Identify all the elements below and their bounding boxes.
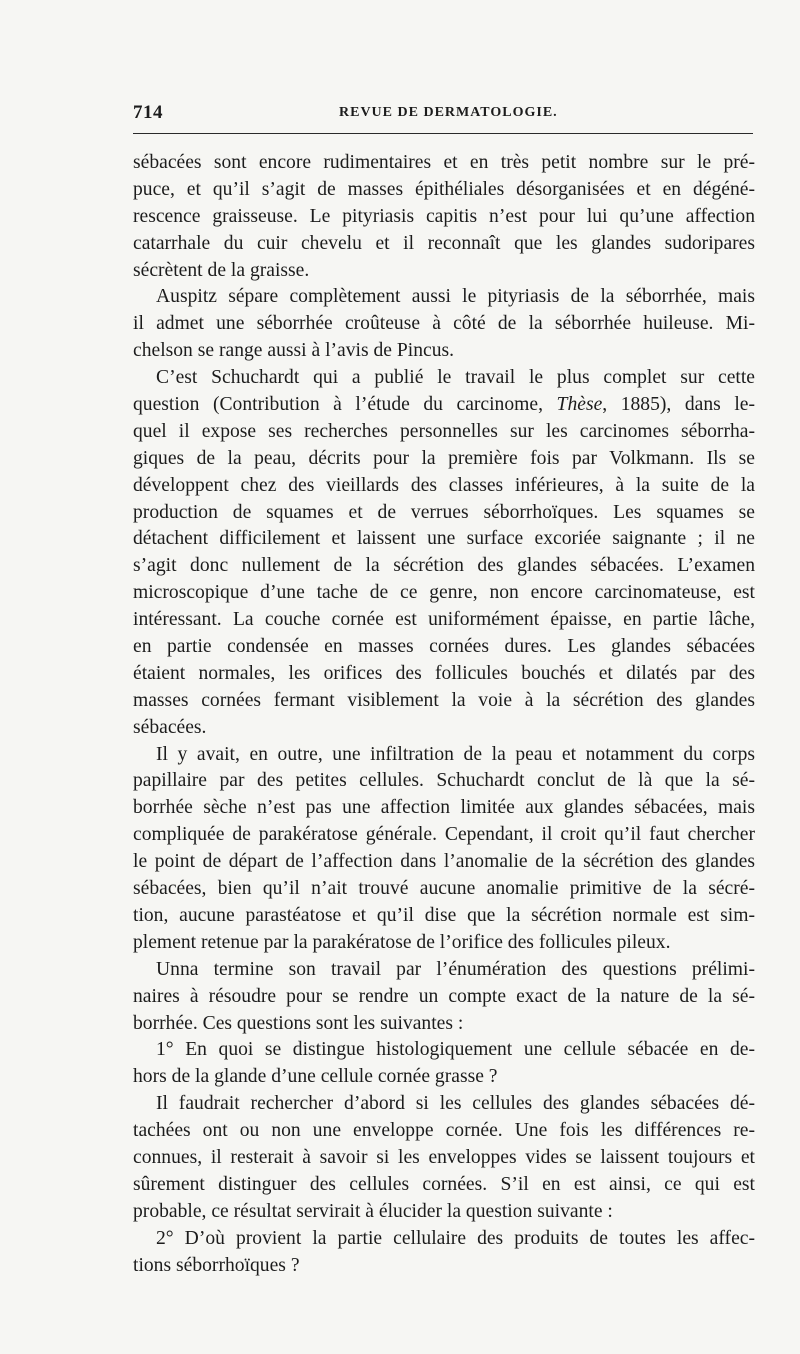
text-line: question (Contribution à l’étude du carcinome, Thèse, 1885), dans le- — [133, 394, 755, 416]
text-line: tion, aucune parastéatose et qu’il dise que la sécrétion normale est sim- — [133, 904, 755, 926]
text-line: Il y avait, en outre, une infiltration de la peau et notamment du corps — [156, 743, 755, 765]
text-line: sébacées. — [133, 716, 207, 738]
text-line: développent chez des vieillards des classes inférieures, à la suite de la — [133, 474, 755, 496]
text-line: plement retenue par la parakératose de l’orifice des follicules pileux. — [133, 931, 671, 953]
text-line: étaient normales, les orifices des follicules bouchés et dilatés par des — [133, 662, 755, 684]
text-line: sûrement distinguer des cellules cornées. S’il en est ainsi, ce qui est — [133, 1173, 755, 1195]
text-line: naires à résoudre pour se rendre un compte exact de la nature de la sé- — [133, 985, 755, 1007]
running-head — [133, 102, 753, 126]
text-line: compliquée de parakératose générale. Cependant, il croit qu’il faut chercher — [133, 824, 755, 846]
italic-these: Thèse — [556, 394, 603, 416]
text-line: chelson se range aussi à l’avis de Pincus. — [133, 340, 455, 362]
text-line: tions séborrhoïques ? — [133, 1254, 300, 1276]
page-number: 714 — [133, 102, 163, 123]
text-line: probable, ce résultat servirait à élucider la question suivante : — [133, 1200, 613, 1222]
text-line: borrhée sèche n’est pas une affection limitée aux glandes sébacées, mais — [133, 797, 755, 819]
text-line: catarrhale du cuir chevelu et il reconnaît que les glandes sudoripares — [133, 232, 755, 254]
text-line: sécrètent de la graisse. — [133, 259, 310, 281]
text-line: s’agit donc nullement de la sécrétion des glandes sébacées. L’examen — [133, 555, 755, 577]
text-line: papillaire par des petites cellules. Schuchardt conclut de là que la sé- — [133, 770, 755, 792]
text-line: détachent difficilement et laissent une surface excoriée saignante ; il ne — [133, 528, 755, 550]
body-text — [133, 150, 769, 1279]
text-line: Il faudrait rechercher d’abord si les cellules des glandes sébacées dé- — [156, 1093, 755, 1115]
text-line: connues, il resterait à savoir si les enveloppes vides se laissent toujours et — [133, 1146, 755, 1168]
text-line: hors de la glande d’une cellule cornée grasse ? — [133, 1066, 498, 1088]
text-line: Unna termine son travail par l’énumération des questions prélimi- — [156, 958, 755, 980]
text-line: production de squames et de verrues séborrhoïques. Les squames se — [133, 501, 755, 523]
text-line: borrhée. Ces questions sont les suivantes : — [133, 1012, 464, 1034]
text-line: tachées ont ou non une enveloppe cornée. Une fois les différences re- — [133, 1120, 755, 1142]
text-line: intéressant. La couche cornée est uniformément épaisse, en partie lâche, — [133, 609, 755, 631]
text-line: sébacées, bien qu’il n’ait trouvé aucune anomalie primitive de la sécré- — [133, 878, 755, 900]
text-line: microscopique d’une tache de ce genre, non encore carcinomateuse, est — [133, 582, 755, 604]
text-line: il admet une séborrhée croûteuse à côté de la séborrhée huileuse. Mi- — [133, 313, 755, 335]
text-line: quel il expose ses recherches personnelles sur les carcinomes séborrha- — [133, 420, 755, 442]
text-line: 1° En quoi se distingue histologiquement une cellule sébacée en de- — [156, 1039, 755, 1061]
text-line: puce, et qu’il s’agit de masses épithéliales désorganisées et en dégéné- — [133, 178, 755, 200]
header-rule — [133, 133, 753, 134]
text-line: 2° D’où provient la partie cellulaire des produits de toutes les affec- — [156, 1227, 755, 1249]
text-line: giques de la peau, décrits pour la première fois par Volkmann. Ils se — [133, 447, 755, 469]
journal-title: REVUE DE DERMATOLOGIE. — [339, 105, 558, 120]
text-line: rescence graisseuse. Le pityriasis capitis n’est pour lui qu’une affection — [133, 205, 755, 227]
text-line: en partie condensée en masses cornées dures. Les glandes sébacées — [133, 636, 755, 658]
text-line: masses cornées fermant visiblement la voie à la sécrétion des glandes — [133, 689, 755, 711]
text-line: C’est Schuchardt qui a publié le travail le plus complet sur cette — [156, 367, 755, 389]
text-line: le point de départ de l’affection dans l’anomalie de la sécrétion des glandes — [133, 851, 755, 873]
text-line: sébacées sont encore rudimentaires et en très petit nombre sur le pré- — [133, 152, 755, 173]
text-line: Auspitz sépare complètement aussi le pityriasis de la séborrhée, mais — [156, 286, 755, 308]
